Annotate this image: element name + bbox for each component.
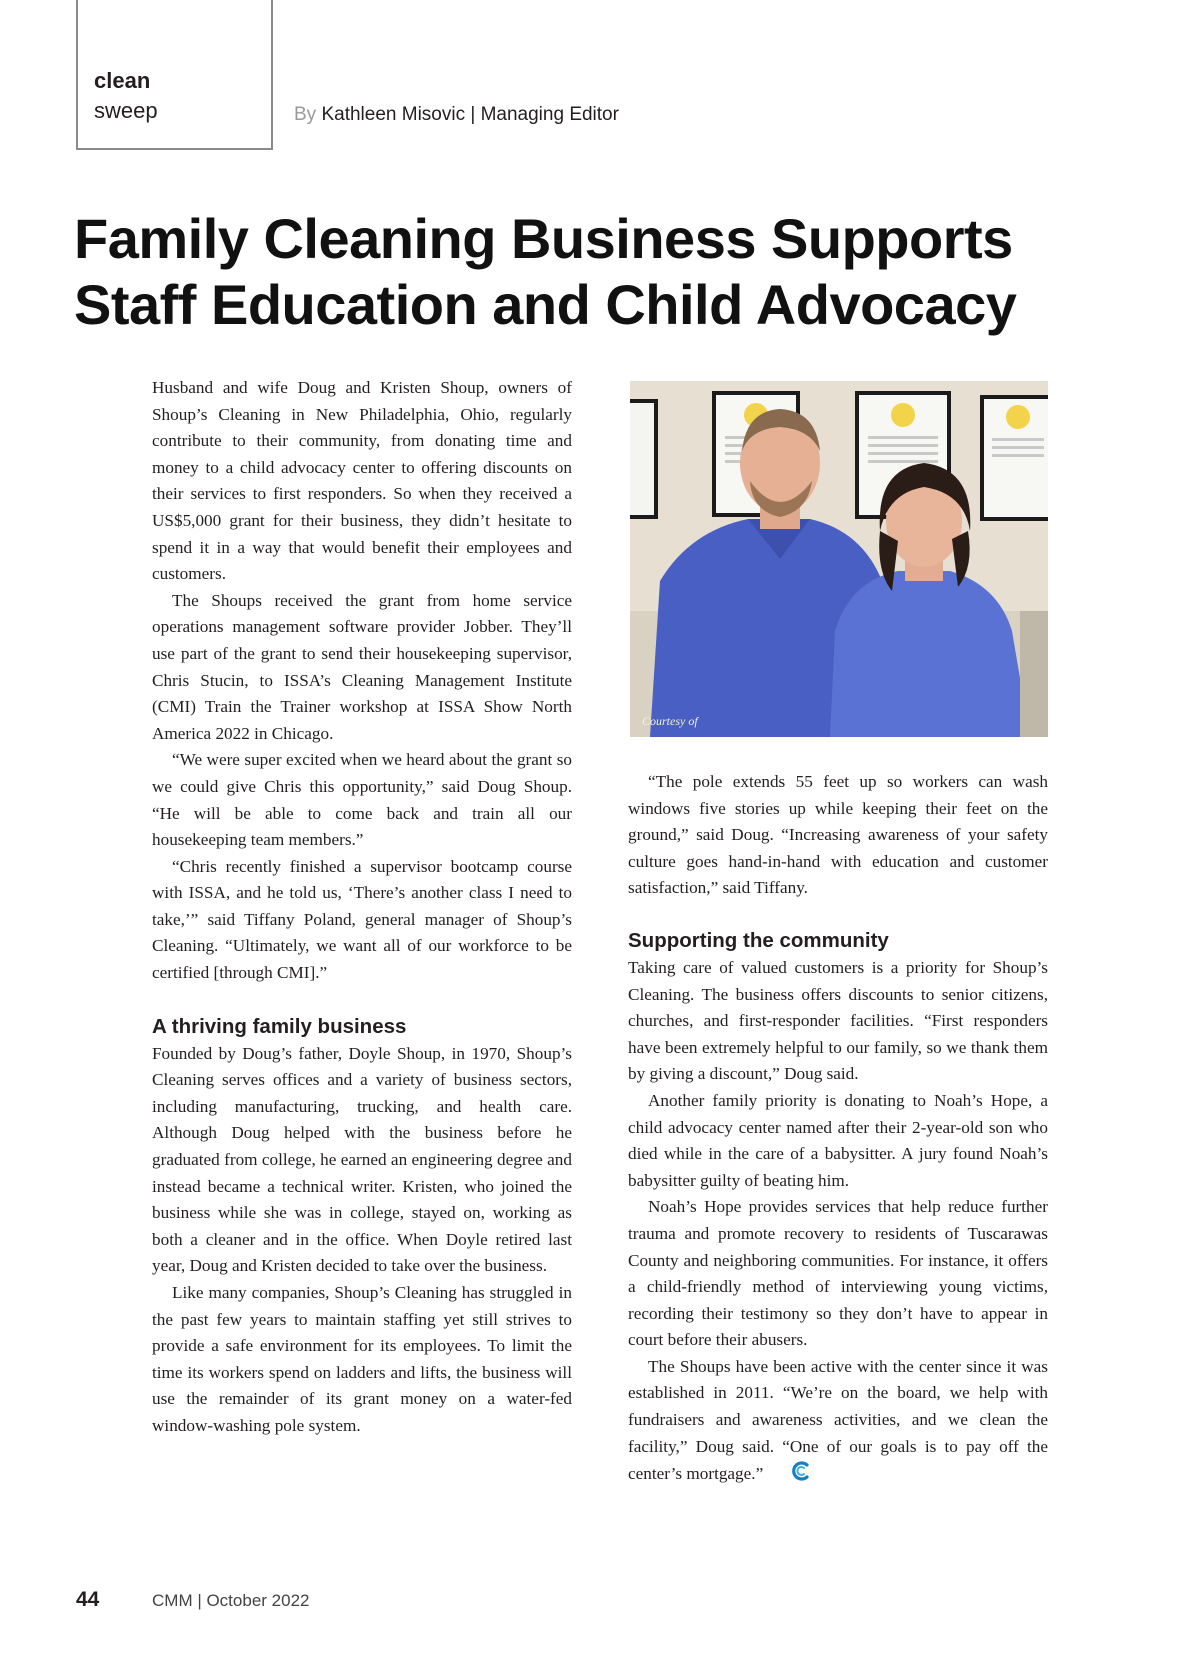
end-mark-icon xyxy=(769,1460,811,1491)
paragraph: Another family priority is donating to Noah’s Hope, a child advocacy center named after their 2-year-old son who died while in the care of a babysitter. A jury found Noah’s babysitter guilty of beating him. xyxy=(628,1090,1048,1190)
headline-line-1: Family Cleaning Business Supports xyxy=(74,207,1013,270)
paragraph-last xyxy=(628,1354,1048,1491)
subhead-supporting-community: Supporting the community xyxy=(628,928,889,952)
paragraph: Taking care of valued customers is a priority for Shoup’s Cleaning. The business offers discounts to senior citizens, churches, and first-responder facilities. “First responders have been extremely helpful to our family, so we thank them by giving a discount,” Doug said. xyxy=(628,957,1048,1084)
section-label-box xyxy=(76,0,273,150)
headline-line-2: Staff Education and Child Advocacy xyxy=(74,273,1017,336)
byline-prefix: By xyxy=(294,104,317,125)
paragraph: Like many companies, Shoup’s Cleaning has struggled in the past few years to maintain staffing yet still strives to provide a safe environment for its employees. To limit the time its workers spend on ladders and lifts, the business will use the remainder of its grant money on a water-fed window-washing pole system. xyxy=(152,1283,572,1435)
paragraph: “We were super excited when we heard about the grant so we could give Chris this opportunity,” said Doug Shoup. “He will be able to come back and train all our housekeeping team members.” xyxy=(152,750,572,850)
paragraph: Noah’s Hope provides services that help reduce further trauma and promote recovery to residents of Tuscarawas County and neighboring communities. For instance, it offers a child-friendly method of interviewing young victims, recording their testimony so they don’t have to appear in court before their abusers. xyxy=(628,1197,1048,1350)
article-photo xyxy=(630,381,1048,737)
section-label-line2: sweep xyxy=(94,98,158,123)
section-label-line1: clean xyxy=(94,68,151,93)
photo-credit: Courtesy of xyxy=(642,714,698,728)
page-number: 44 xyxy=(76,1588,100,1611)
publication-footer: CMM | October 2022 xyxy=(152,1591,310,1610)
paragraph: The Shoups received the grant from home service operations management software provider Jobber. They’ll use part of the grant to send their housekeeping supervisor, Chris Stucin, to ISSA’s Cleaning Management Institute (CMI) Train the Trainer workshop at ISSA Show North America 2022 in Chicago. xyxy=(152,590,572,743)
article-headline xyxy=(74,206,1154,338)
paragraph: “Chris recently finished a supervisor bootcamp course with ISSA, and he told us, ‘There’s another class I need to take,’” said Tiffany Poland, general manager of Shoup’s Cleaning. “Ultimately, we want all of our workforce to be certified [through CMI].” xyxy=(152,856,572,983)
subhead-family-business: A thriving family business xyxy=(152,1014,407,1038)
photo-illustration xyxy=(630,381,1048,737)
byline xyxy=(294,104,619,126)
right-column xyxy=(628,769,1048,1491)
byline-author: Kathleen Misovic | Managing Editor xyxy=(321,104,619,125)
paragraph: Husband and wife Doug and Kristen Shoup, owners of Shoup’s Cleaning in New Philadelphia, Ohio, regularly contribute to their community, from donating time and money to a child advocacy center to offering discounts on their services to first responders. So when they received a US$5,000 grant for their business, they didn’t hesitate to spend it in a way that would benefit their employees and customers. xyxy=(152,378,572,584)
paragraph: “The pole extends 55 feet up so workers can wash windows five stories up while keeping their feet on the ground,” said Doug. “Increasing awareness of your safety culture goes hand-in-hand with education and customer satisfaction,” said Tiffany. xyxy=(628,772,1048,898)
left-column xyxy=(152,375,572,1440)
paragraph: Founded by Doug’s father, Doyle Shoup, in 1970, Shoup’s Cleaning serves offices and a variety of business sectors, including manufacturing, trucking, and health care. Although Doug helped with the business before he graduated from college, he earned an engineering degree and instead became a technical writer. Kristen, who joined the business while she was in college, stayed on, working as both a cleaner and in the office. When Doyle retired last year, Doug and Kristen decided to take over the business. xyxy=(152,1043,572,1276)
paragraph-last-text: The Shoups have been active with the center since it was established in 2011. “We’re on the board, we help with fundraisers and awareness activities, and we clean the facility,” Doug said. “One of our goals is to pay off the center’s mortgage.” xyxy=(628,1356,1048,1484)
